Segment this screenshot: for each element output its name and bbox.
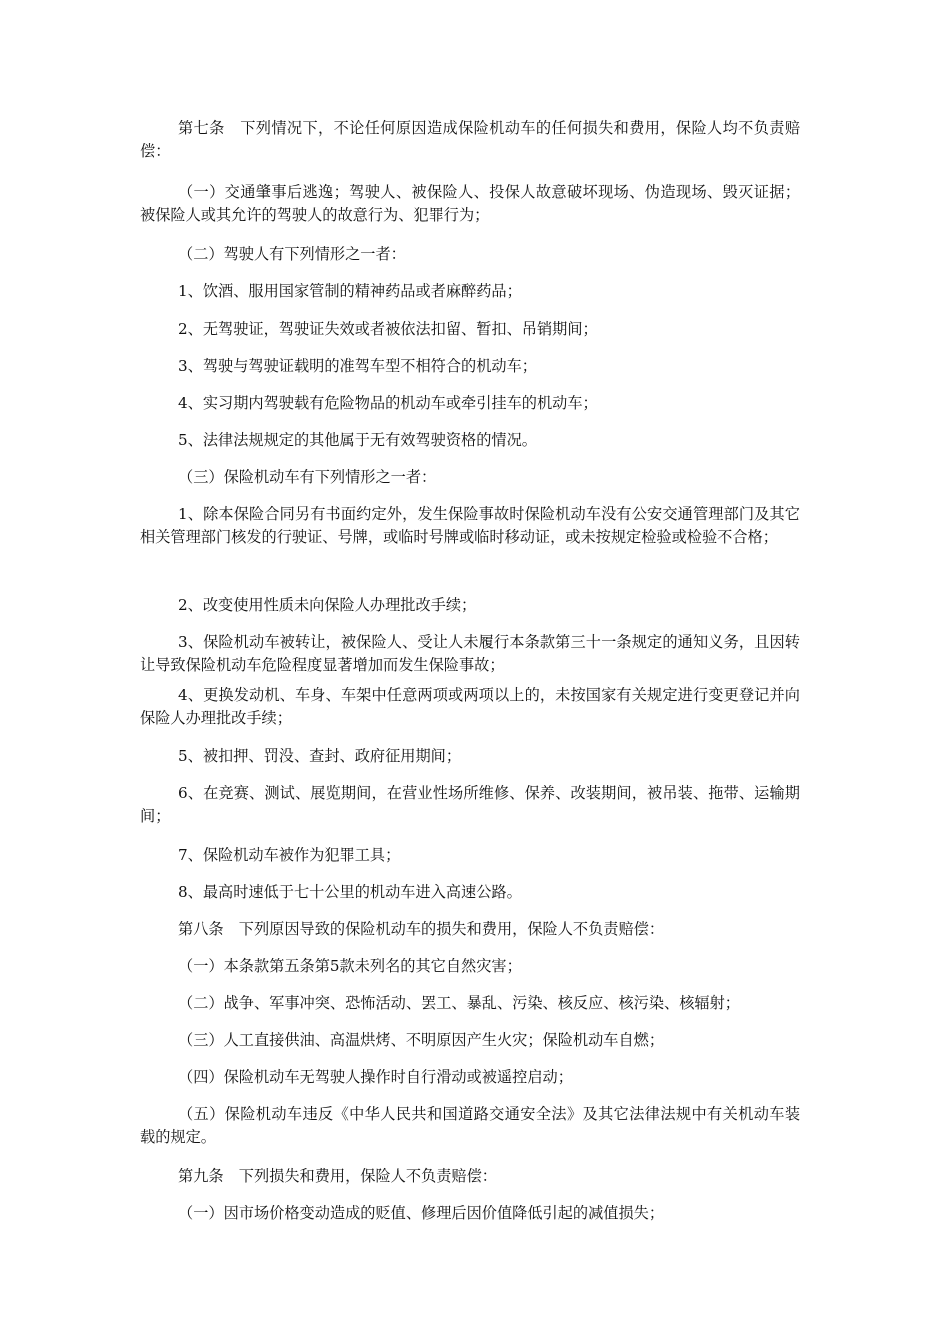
clause-7-3-item-2: 2、改变使用性质未向保险人办理批改手续；: [178, 596, 477, 614]
clause-7-3: （三）保险机动车有下列情形之一者：: [178, 468, 437, 486]
clause-8-5: （五）保险机动车违反《中华人民共和国道路交通安全法》及其它法律法规中有关机动车装载的规定。: [140, 1105, 800, 1146]
clause-7-3-item-1: 1、除本保险合同另有书面约定外，发生保险事故时保险机动车没有公安交通管理部门及其它相关管理部门核发的行驶证、号牌，或临时号牌或临时移动证，或未按规定检验或检验不合格；: [140, 505, 800, 546]
clause-8-2: （二）战争、军事冲突、恐怖活动、罢工、暴乱、污染、核反应、核污染、核辐射；: [178, 994, 740, 1012]
clause-7-2: （二）驾驶人有下列情形之一者：: [178, 245, 406, 263]
article-7-heading: 第七条 下列情况下，不论任何原因造成保险机动车的任何损失和费用，保险人均不负责赔偿：: [140, 119, 800, 160]
clause-7-3-item-7: 7、保险机动车被作为犯罪工具；: [178, 846, 401, 864]
clause-8-3: （三）人工直接供油、高温烘烤、不明原因产生火灾；保险机动车自燃；: [178, 1031, 664, 1049]
clause-7-3-item-3: 3、保险机动车被转让，被保险人、受让人未履行本条款第三十一条规定的通知义务，且因转让导致保险机动车危险程度显著增加而发生保险事故；: [140, 633, 800, 674]
clause-7-1: （一）交通肇事后逃逸；驾驶人、被保险人、投保人故意破坏现场、伪造现场、毁灭证据；被保险人或其允许的驾驶人的故意行为、犯罪行为；: [140, 183, 800, 224]
clause-7-3-item-8: 8、最高时速低于七十公里的机动车进入高速公路。: [178, 883, 522, 901]
clause-7-2-item-1: 1、饮酒、服用国家管制的精神药品或者麻醉药品；: [178, 282, 522, 300]
clause-7-3-item-6: 6、在竞赛、测试、展览期间，在营业性场所维修、保养、改装期间，被吊装、拖带、运输期间；: [140, 784, 800, 825]
clause-8-4: （四）保险机动车无驾驶人操作时自行滑动或被遥控启动；: [178, 1068, 573, 1086]
clause-7-2-item-4: 4、实习期内驾驶载有危险物品的机动车或牵引挂车的机动车；: [178, 394, 598, 412]
article-9-heading: 第九条 下列损失和费用，保险人不负责赔偿：: [178, 1167, 497, 1185]
clause-7-3-item-5: 5、被扣押、罚没、查封、政府征用期间；: [178, 747, 462, 765]
clause-7-2-item-5: 5、法律法规规定的其他属于无有效驾驶资格的情况。: [178, 431, 537, 449]
article-8-heading: 第八条 下列原因导致的保险机动车的损失和费用，保险人不负责赔偿：: [178, 920, 664, 938]
clause-7-3-item-4: 4、更换发动机、车身、车架中任意两项或两项以上的，未按国家有关规定进行变更登记并向保险人办理批改手续；: [140, 686, 800, 727]
clause-7-2-item-3: 3、驾驶与驾驶证载明的准驾车型不相符合的机动车；: [178, 357, 537, 375]
clause-7-2-item-2: 2、无驾驶证，驾驶证失效或者被依法扣留、暂扣、吊销期间；: [178, 320, 598, 338]
clause-8-1: （一）本条款第五条第5款未列名的其它自然灾害；: [178, 957, 522, 975]
clause-9-1: （一）因市场价格变动造成的贬值、修理后因价值降低引起的减值损失；: [178, 1204, 664, 1222]
